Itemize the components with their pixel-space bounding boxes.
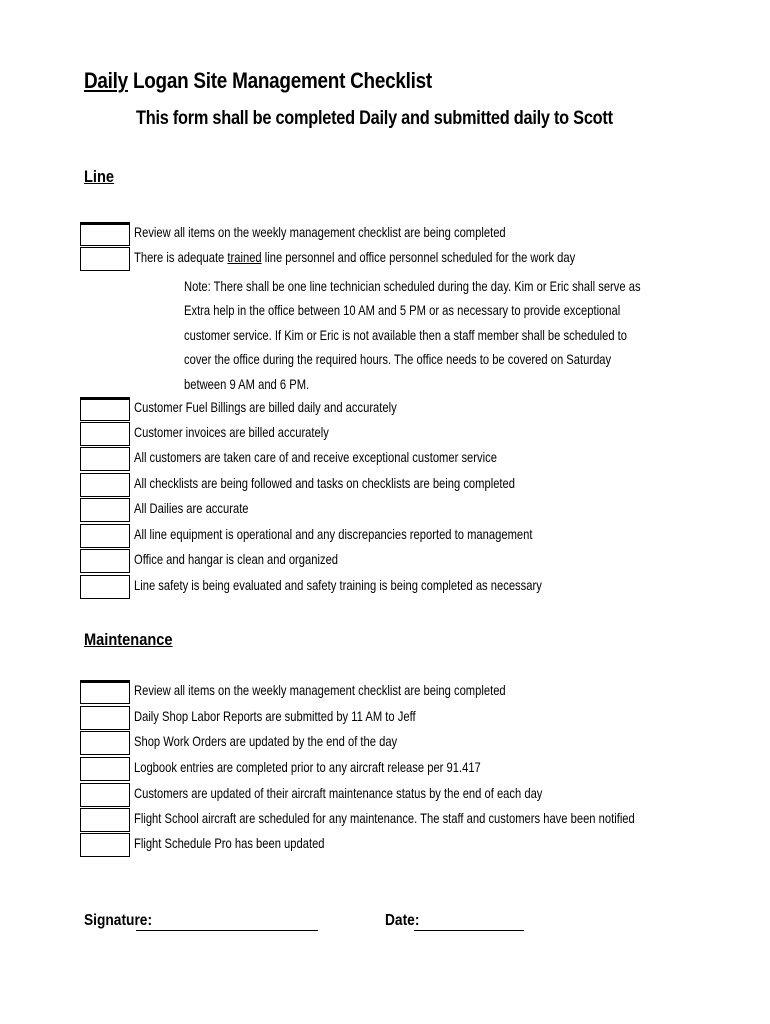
date-line[interactable] [414, 930, 524, 931]
checklist-item-label: All line equipment is operational and any discrepancies reported to management [134, 526, 533, 542]
checkbox[interactable] [80, 447, 130, 471]
checkbox[interactable] [80, 247, 130, 271]
checkbox[interactable] [80, 808, 130, 832]
checklist-item-label: Line safety is being evaluated and safety training is being completed as necessary [134, 577, 542, 593]
checkbox[interactable] [80, 833, 130, 857]
checkbox[interactable] [80, 731, 130, 755]
checklist-item-label: Review all items on the weekly management checklist are being completed [134, 224, 506, 240]
checklist-item-label: Flight Schedule Pro has been updated [134, 835, 325, 851]
signature-line[interactable] [136, 930, 318, 931]
checklist-item-label: Customer Fuel Billings are billed daily and accurately [134, 399, 397, 415]
checklist-item-label: Review all items on the weekly management checklist are being completed [134, 682, 506, 698]
section-heading-maintenance: Maintenance [84, 630, 173, 649]
checkbox[interactable] [80, 397, 130, 421]
checklist-item-label: Customers are updated of their aircraft maintenance status by the end of each day [134, 785, 543, 801]
checklist-item-label: All checklists are being followed and tasks on checklists are being completed [134, 475, 516, 491]
date-label: Date: [385, 912, 420, 929]
checkbox[interactable] [80, 575, 130, 599]
checkbox[interactable] [80, 422, 130, 446]
checklist-item-label: Logbook entries are completed prior to any aircraft release per 91.417 [134, 759, 481, 775]
checkbox[interactable] [80, 706, 130, 730]
checklist-item-label: Shop Work Orders are updated by the end of the day [134, 733, 398, 749]
checklist-item-label: Office and hangar is clean and organized [134, 551, 339, 567]
page-title [84, 68, 432, 94]
note-line: between 9 AM and 6 PM. [184, 376, 310, 392]
note-line: customer service. If Kim or Eric is not available then a staff member shall be scheduled to [184, 327, 628, 343]
checkbox[interactable] [80, 549, 130, 573]
note-line: cover the office during the required hours. The office needs to be covered on Saturday [184, 351, 612, 367]
trained-underlined: trained [227, 249, 262, 265]
note-line: Note: There shall be one line technician scheduled during the day. Kim or Eric shall serve as [184, 278, 641, 294]
checkbox[interactable] [80, 473, 130, 497]
checklist-item-label: Daily Shop Labor Reports are submitted by 11 AM to Jeff [134, 708, 416, 724]
checkbox[interactable] [80, 680, 130, 704]
checklist-item-label: There is adequate trained line personnel and office personnel scheduled for the work day [134, 249, 576, 265]
page-subtitle: This form shall be completed Daily and submitted daily to Scott [136, 108, 613, 129]
note-line: Extra help in the office between 10 AM and 5 PM or as necessary to provide exceptional [184, 302, 621, 318]
title-daily: Daily [84, 68, 128, 93]
signature-label: Signature: [84, 912, 153, 929]
section-heading-line: Line [84, 167, 115, 186]
title-rest: Logan Site Management Checklist [127, 68, 432, 93]
checkbox[interactable] [80, 222, 130, 246]
checkbox[interactable] [80, 783, 130, 807]
checklist-item-label: Flight School aircraft are scheduled for any maintenance. The staff and customers have been notified [134, 810, 635, 826]
checklist-item-label: All Dailies are accurate [134, 500, 249, 516]
checklist-item-label: All customers are taken care of and receive exceptional customer service [134, 449, 497, 465]
checklist-item-label: Customer invoices are billed accurately [134, 424, 329, 440]
checkbox[interactable] [80, 524, 130, 548]
checkbox[interactable] [80, 498, 130, 522]
checkbox[interactable] [80, 757, 130, 781]
